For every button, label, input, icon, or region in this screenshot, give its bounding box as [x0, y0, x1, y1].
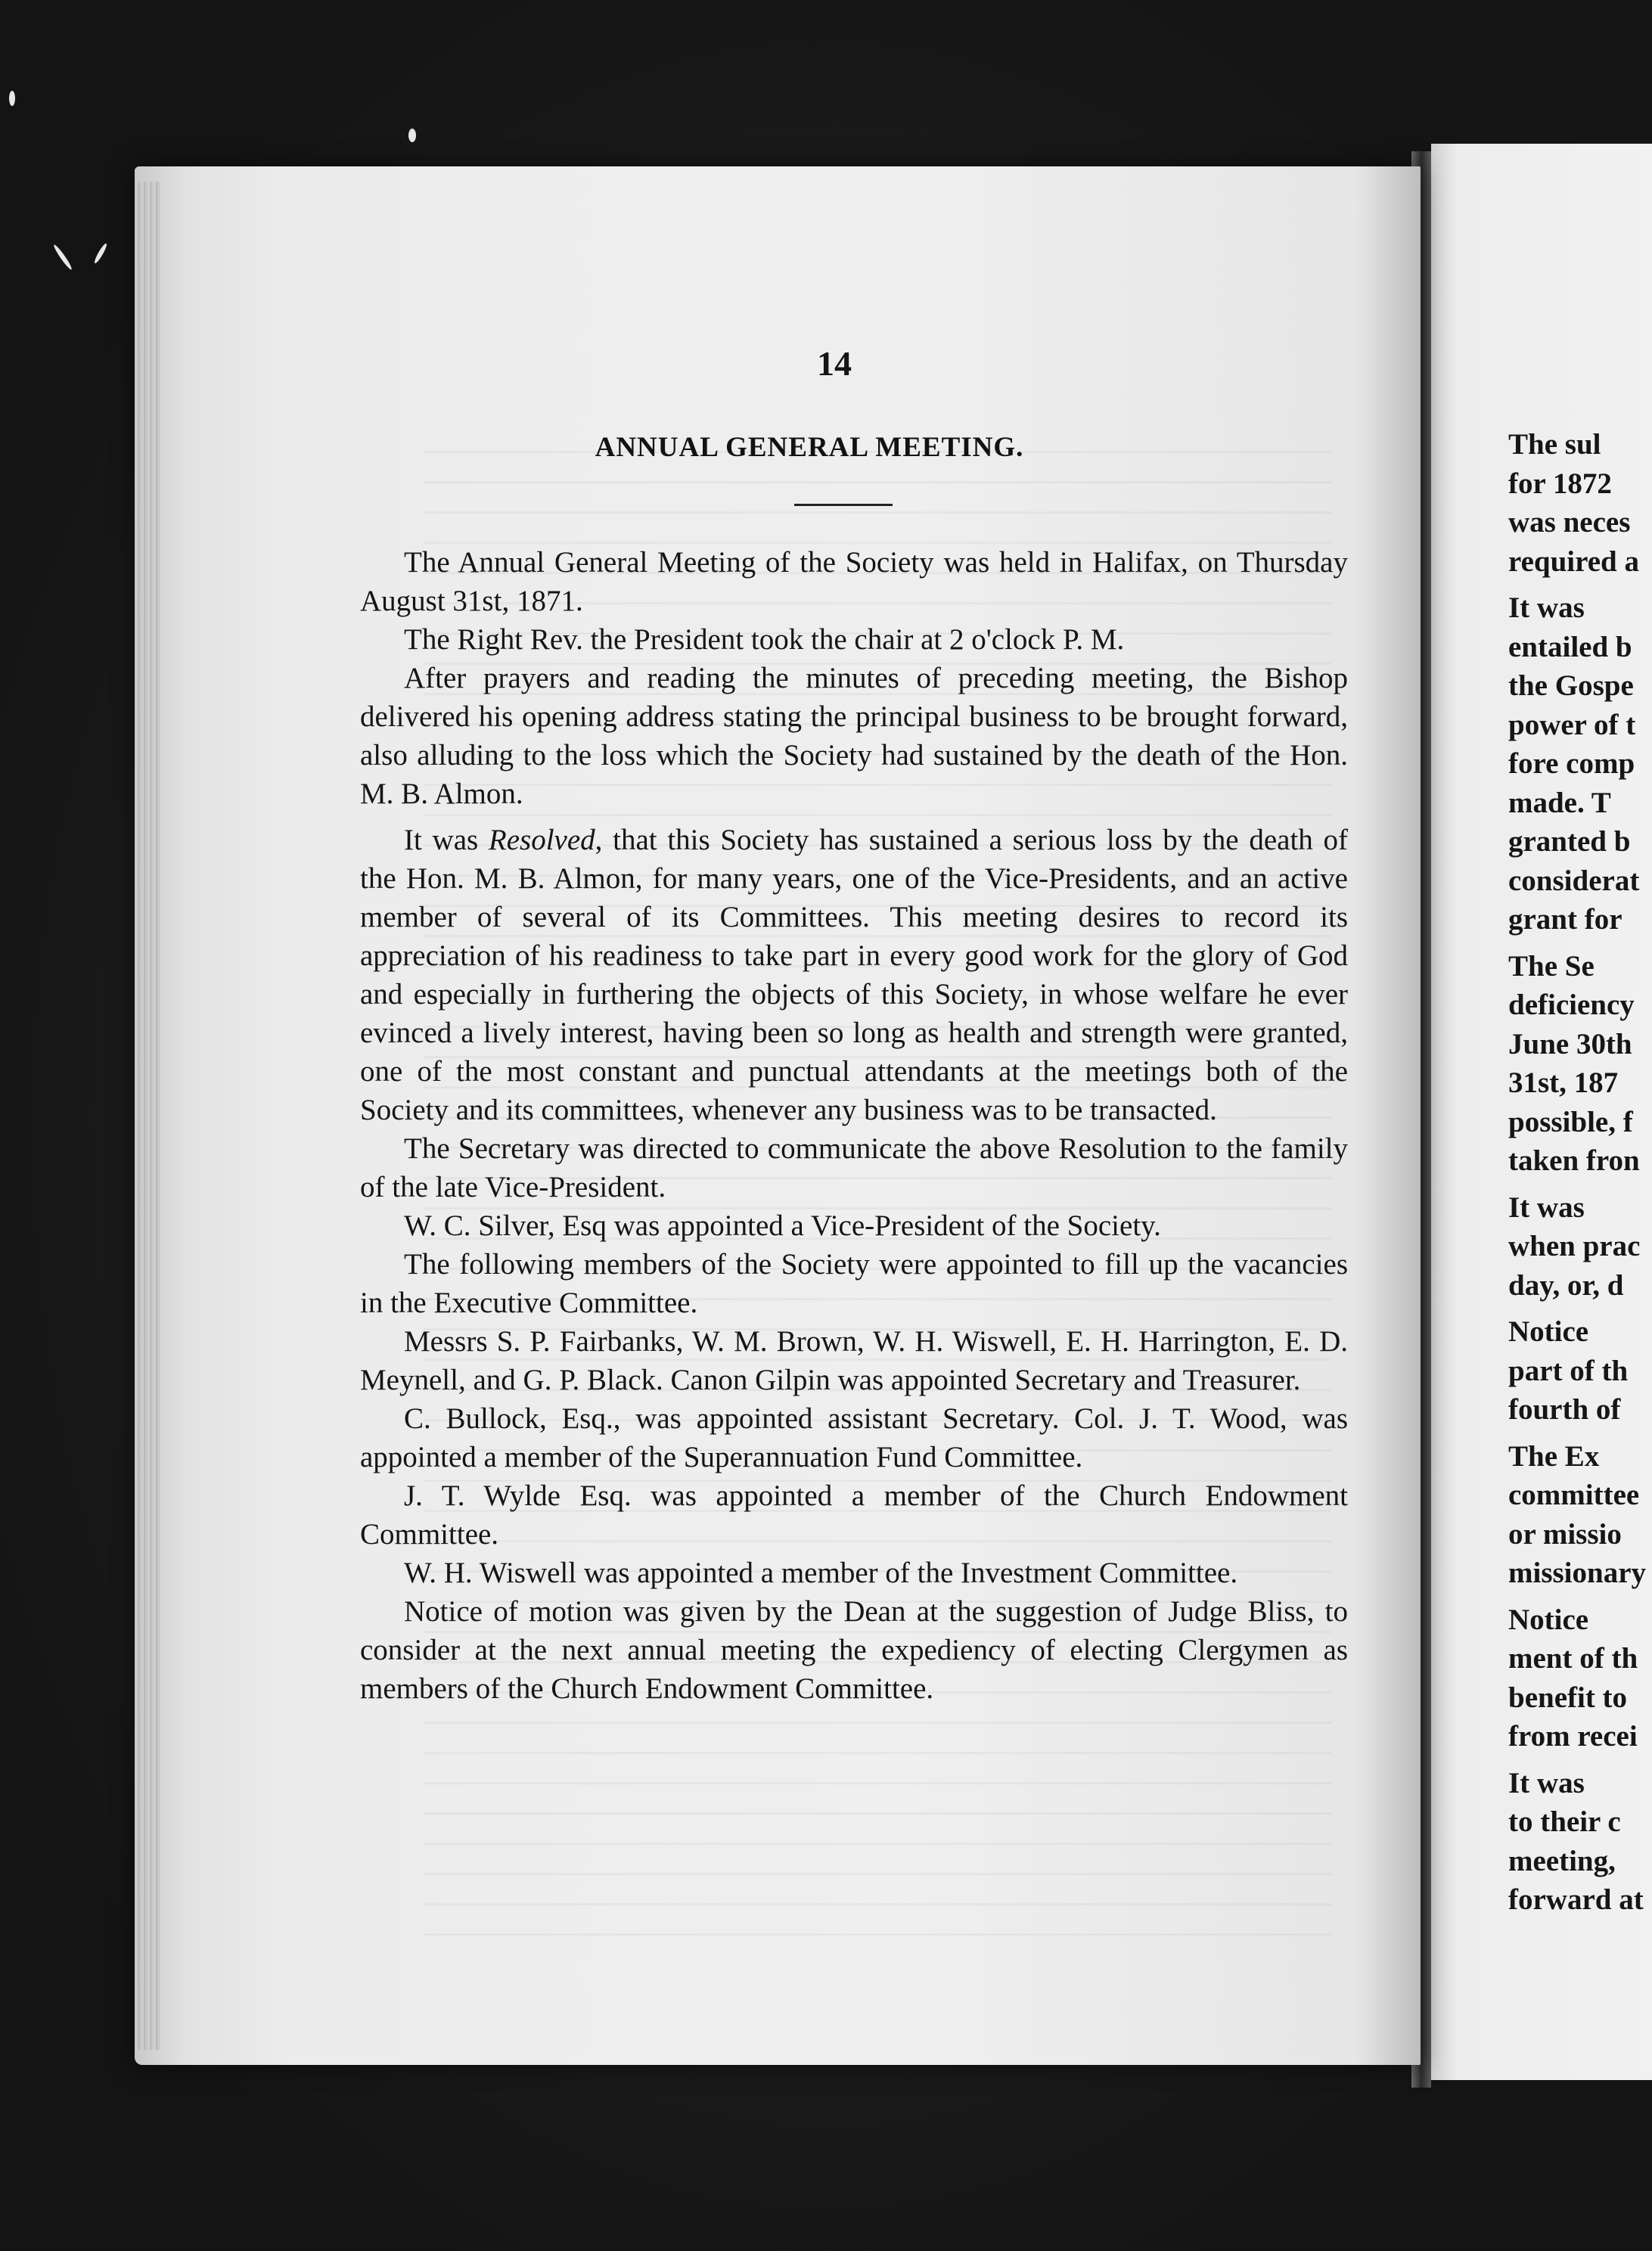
facing-page-line: deficiency [1508, 989, 1635, 1021]
dust-speck [408, 129, 416, 142]
facing-page-line: It was [1508, 591, 1585, 624]
paragraph: The Right Rev. the President took the chair at 2 o'clock P. M. [404, 623, 1125, 656]
facing-page-line: made. T [1508, 786, 1611, 819]
facing-page-line: The Se [1508, 949, 1595, 983]
page-number: 14 [817, 344, 852, 383]
facing-page-line: fourth of [1508, 1393, 1621, 1426]
dust-speck [1346, 204, 1355, 213]
facing-page-line: to their c [1508, 1805, 1621, 1838]
facing-page-line: meeting, [1508, 1844, 1616, 1877]
facing-page-line: missionary [1508, 1557, 1647, 1589]
facing-page-line: part of th [1508, 1354, 1629, 1387]
paragraph: Notice of motion was given by the Dean at the suggestion of Judge Bliss, to consider at the next annual meeting the expediency of electing Clergymen as members of the Church Endowment Committee. [360, 1595, 1348, 1705]
facing-page-line: required a [1508, 545, 1639, 578]
facing-page-line: ment of th [1508, 1642, 1638, 1675]
facing-page-line: Notice [1508, 1315, 1589, 1348]
facing-page-line: committee [1508, 1479, 1640, 1511]
facing-page-line: 31st, 187 [1508, 1067, 1619, 1099]
facing-page-line: fore comp [1508, 747, 1635, 780]
facing-page-line: from recei [1508, 1720, 1638, 1753]
paragraph: The Secretary was directed to communicate the above Resolution to the family of the late Vice-President. [360, 1132, 1348, 1203]
facing-page-line: day, or, d [1508, 1268, 1624, 1302]
facing-page-line: taken fron [1508, 1144, 1640, 1177]
facing-page-line: June 30th [1508, 1027, 1632, 1060]
facing-page-line: It was [1508, 1766, 1585, 1799]
facing-page-line: benefit to [1508, 1681, 1628, 1714]
facing-page-line: The Ex [1508, 1439, 1600, 1473]
dust-speck [9, 91, 15, 106]
facing-page-line: granted b [1508, 825, 1631, 858]
facing-page-line: Notice [1508, 1603, 1589, 1636]
resolved-emphasis: Resolved [488, 824, 595, 856]
resolution-paragraph: It was Resolved, that this Society has sustained a serious loss by the death of the Hon. M. B. Almon, for many years, one of the Vice-Presidents, and an active member of several of its Committees. This meeting desires to record its appreciation of his readiness to take part in every good work for the glory of God and especially in furthering the objects of this Society, in whose welfare he ever evinced a lively interest, having been so long as health and strength were granted, one of the most constant and punctual attendants at the meetings both of the Society and its committees, whenever any business was to be transacted. [360, 824, 1348, 1126]
facing-page-line: for 1872 [1508, 467, 1612, 500]
paragraph: W. H. Wiswell was appointed a member of the Investment Committee. [404, 1557, 1238, 1589]
meeting-minutes [360, 543, 1348, 1708]
title-divider [794, 504, 893, 506]
facing-page-line: The sul [1508, 428, 1601, 461]
page-edges [135, 182, 160, 2050]
facing-page-line: power of t [1508, 708, 1636, 741]
facing-page-line: grant for [1508, 903, 1622, 936]
paragraph: C. Bullock, Esq., was appointed assistant Secretary. Col. J. T. Wood, was appointed a member of the Superannuation Fund Committee. [360, 1402, 1348, 1473]
facing-page-line: or missio [1508, 1517, 1622, 1551]
facing-page [1431, 144, 1652, 2080]
facing-page-line: considerat [1508, 864, 1640, 897]
facing-page-line: was neces [1508, 506, 1631, 539]
paragraph: J. T. Wylde Esq. was appointed a member of the Church Endowment Committee. [360, 1479, 1348, 1551]
page-title: ANNUAL GENERAL MEETING. [595, 432, 1024, 463]
facing-page-line: It was [1508, 1191, 1585, 1224]
facing-page-text [1508, 425, 1652, 1920]
paragraph: The Annual General Meeting of the Society was held in Halifax, on Thursday August 31st, 1871. [360, 546, 1348, 617]
facing-page-line: forward at [1508, 1883, 1644, 1916]
paragraph: W. C. Silver, Esq was appointed a Vice-President of the Society. [404, 1209, 1161, 1242]
paragraph: Messrs S. P. Fairbanks, W. M. Brown, W. H. Wiswell, E. H. Harrington, E. D. Meynell, and G. P. Black. Canon Gilpin was appointed Secretary and Treasurer. [360, 1325, 1348, 1396]
paragraph: After prayers and reading the minutes of preceding meeting, the Bishop delivered his opening address stating the principal business to be brought forward, also alluding to the loss which the Society had sustained by the death of the Hon. M. B. Almon. [360, 662, 1348, 810]
facing-page-line: entailed b [1508, 630, 1632, 663]
facing-page-line: possible, f [1508, 1105, 1633, 1138]
facing-page-line: when prac [1508, 1230, 1641, 1262]
facing-page-line: the Gospe [1508, 669, 1634, 702]
paragraph: The following members of the Society were appointed to fill up the vacancies in the Executive Committee. [360, 1248, 1348, 1319]
